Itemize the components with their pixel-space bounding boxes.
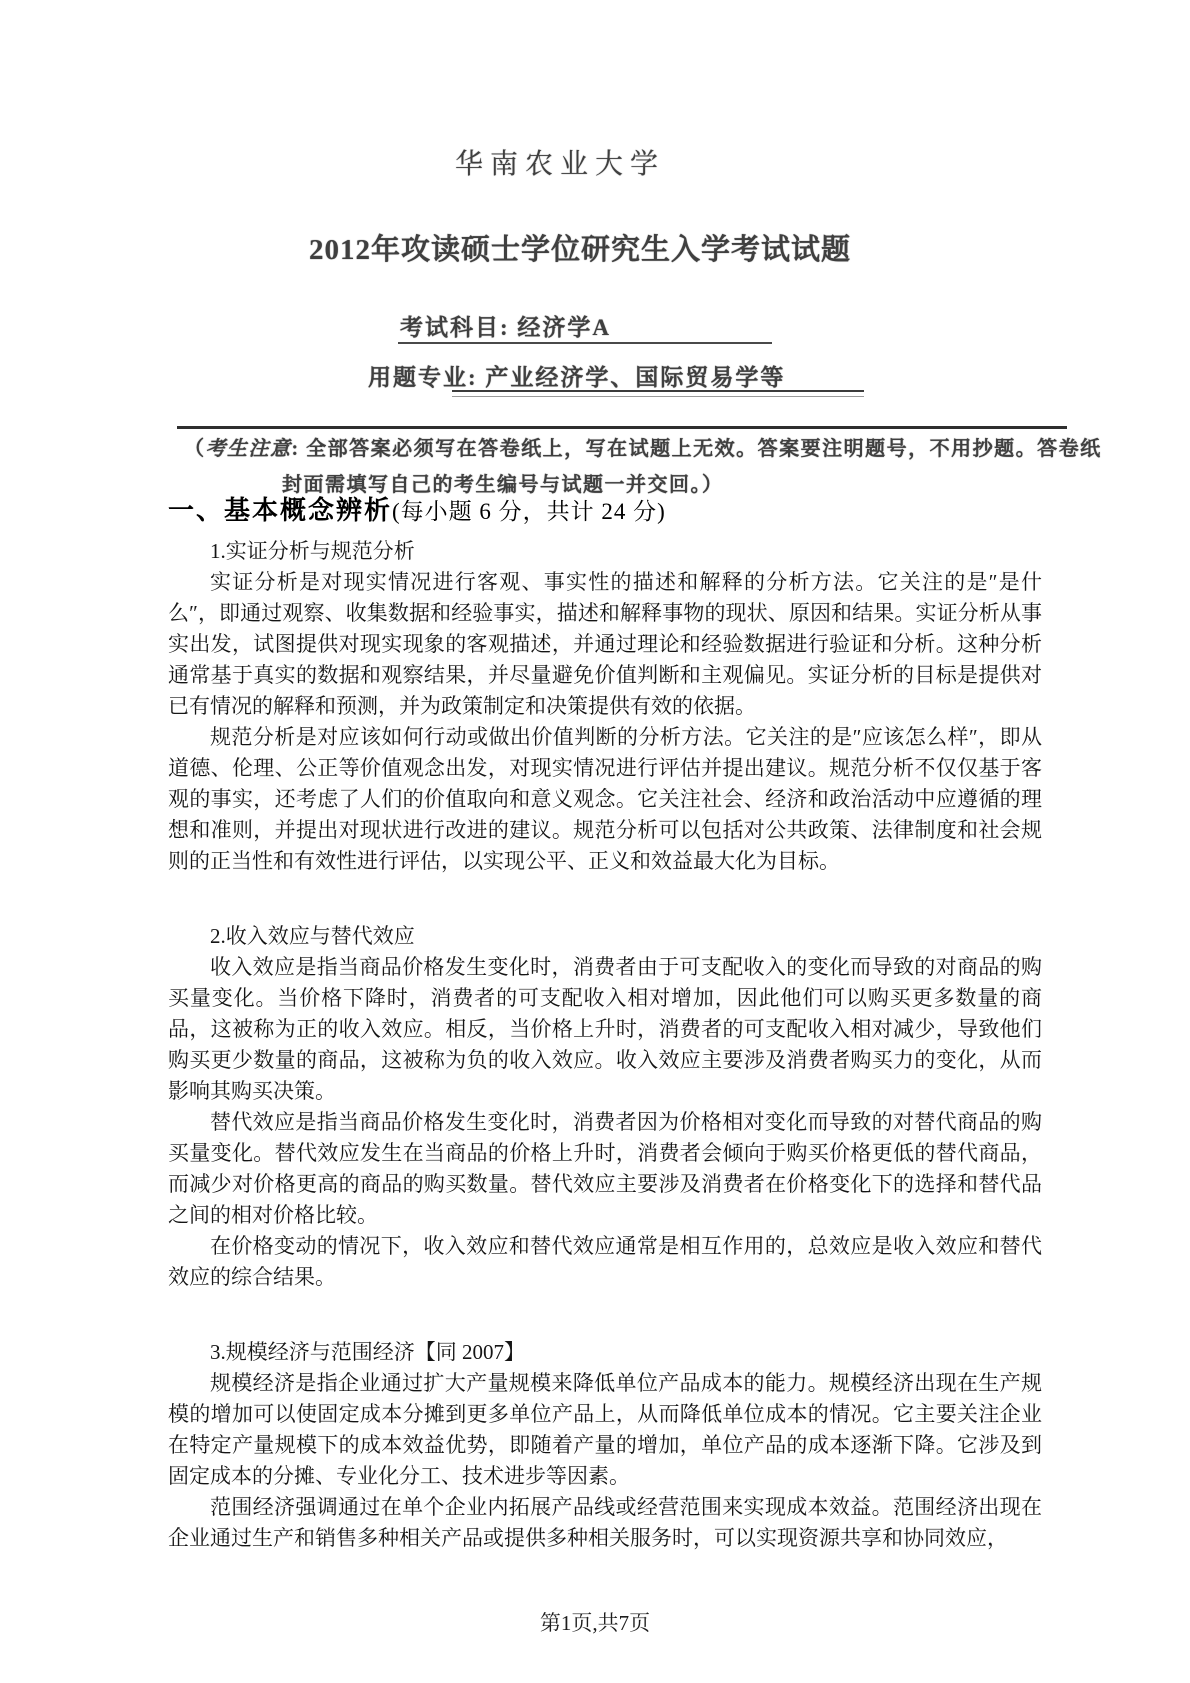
exam-subject-line [400, 309, 611, 342]
question-3-paragraph: 范围经济强调通过在单个企业内拓展产品线或经营范围来实现成本效益。范围经济出现在企业通过生产和销售多种相关产品或提供多种相关服务时，可以实现资源共享和协同效应， [168, 1495, 1042, 1550]
major-underline [452, 390, 864, 397]
exam-major-value: 产业经济学、国际贸易学等 [485, 365, 786, 390]
candidate-notice-line2: 封面需填写自己的考生编号与试题一并交回。） [282, 474, 724, 496]
exam-title: 2012年攻读硕士学位研究生入学考试试题 [308, 234, 851, 266]
section-heading-score-note: (每小题 6 分，共计 24 分) [392, 499, 666, 524]
question-2-title: 2.收入效应与替代效应 [210, 924, 415, 948]
exam-major-line [368, 359, 785, 392]
exam-body [168, 492, 1042, 1554]
question-1 [168, 536, 1042, 877]
question-2 [168, 921, 1042, 1293]
candidate-notice-line1 [184, 432, 1102, 461]
university-name: 华南农业大学 [454, 149, 665, 180]
notice-text-1: 全部答案必须写在答卷纸上，写在试题上无效。答案要注明题号，不用抄题。答卷纸 [306, 438, 1102, 460]
subject-underline [398, 342, 772, 344]
question-3-title: 3.规模经济与范围经济【同 2007】 [210, 1340, 525, 1364]
question-1-paragraph: 规范分析是对应该如何行动或做出价值判断的分析方法。它关注的是″应该怎么样″，即从道德、伦理、公正等价值观念出发，对现实情况进行评估并提出建议。规范分析不仅仅基于客观的事实，还考虑了人们的价值取向和意义观念。它关注社会、经济和政治活动中应遵循的理想和准则，并提出对现状进行改进的建议。规范分析可以包括对公共政策、法律制度和社会规则的正当性和有效性进行评估，以实现公平、正义和效益最大化为目标。 [168, 725, 1042, 873]
page-number: 第1页,共7页 [539, 1611, 651, 1635]
question-2-paragraph: 在价格变动的情况下，收入效应和替代效应通常是相互作用的，总效应是收入效应和替代效应的综合结果。 [168, 1234, 1042, 1289]
notice-label: 考生注意 [205, 438, 292, 460]
question-3 [168, 1337, 1042, 1554]
horizontal-rule [177, 426, 1067, 429]
section-heading-title: 一、基本概念辨析 [168, 495, 393, 525]
question-3-paragraph: 规模经济是指企业通过扩大产量规模来降低单位产品成本的能力。规模经济出现在生产规模的增加可以使固定成本分摊到更多单位产品上，从而降低单位成本的情况。它主要关注企业在特定产量规模下的成本效益优势，即随着产量的增加，单位产品的成本逐渐下降。它涉及到固定成本的分摊、专业化分工、技术进步等因素。 [168, 1371, 1042, 1488]
section-heading [168, 492, 1042, 530]
exam-major-label: 用题专业: [368, 365, 486, 390]
question-2-paragraph: 收入效应是指当商品价格发生变化时，消费者由于可支配收入的变化而导致的对商品的购买量变化。当价格下降时，消费者的可支配收入相对增加，因此他们可以购买更多数量的商品，这被称为正的收入效应。相反，当价格上升时，消费者的可支配收入相对减少，导致他们购买更少数量的商品，这被称为负的收入效应。收入效应主要涉及消费者购买力的变化，从而影响其购买决策。 [168, 955, 1042, 1103]
notice-separator: : [291, 438, 307, 460]
question-1-paragraph: 实证分析是对现实情况进行客观、事实性的描述和解释的分析方法。它关注的是″是什么″，即通过观察、收集数据和经验事实，描述和解释事物的现状、原因和结果。实证分析从事实出发，试图提供对现实现象的客观描述，并通过理论和经验数据进行验证和分析。这种分析通常基于真实的数据和观察结果，并尽量避免价值判断和主观偏见。实证分析的目标是提供对已有情况的解释和预测，并为政策制定和决策提供有效的依据。 [168, 570, 1042, 718]
notice-open-paren: （ [184, 438, 206, 460]
exam-subject-value: 经济学A [517, 315, 612, 340]
exam-subject-label: 考试科目: [400, 315, 518, 340]
question-1-title: 1.实证分析与规范分析 [210, 539, 415, 563]
question-2-paragraph: 替代效应是指当商品价格发生变化时，消费者因为价格相对变化而导致的对替代商品的购买量变化。替代效应发生在当商品的价格上升时，消费者会倾向于购买价格更低的替代商品，而减少对价格更高的商品的购买数量。替代效应主要涉及消费者在价格变化下的选择和替代品之间的相对价格比较。 [168, 1110, 1042, 1227]
